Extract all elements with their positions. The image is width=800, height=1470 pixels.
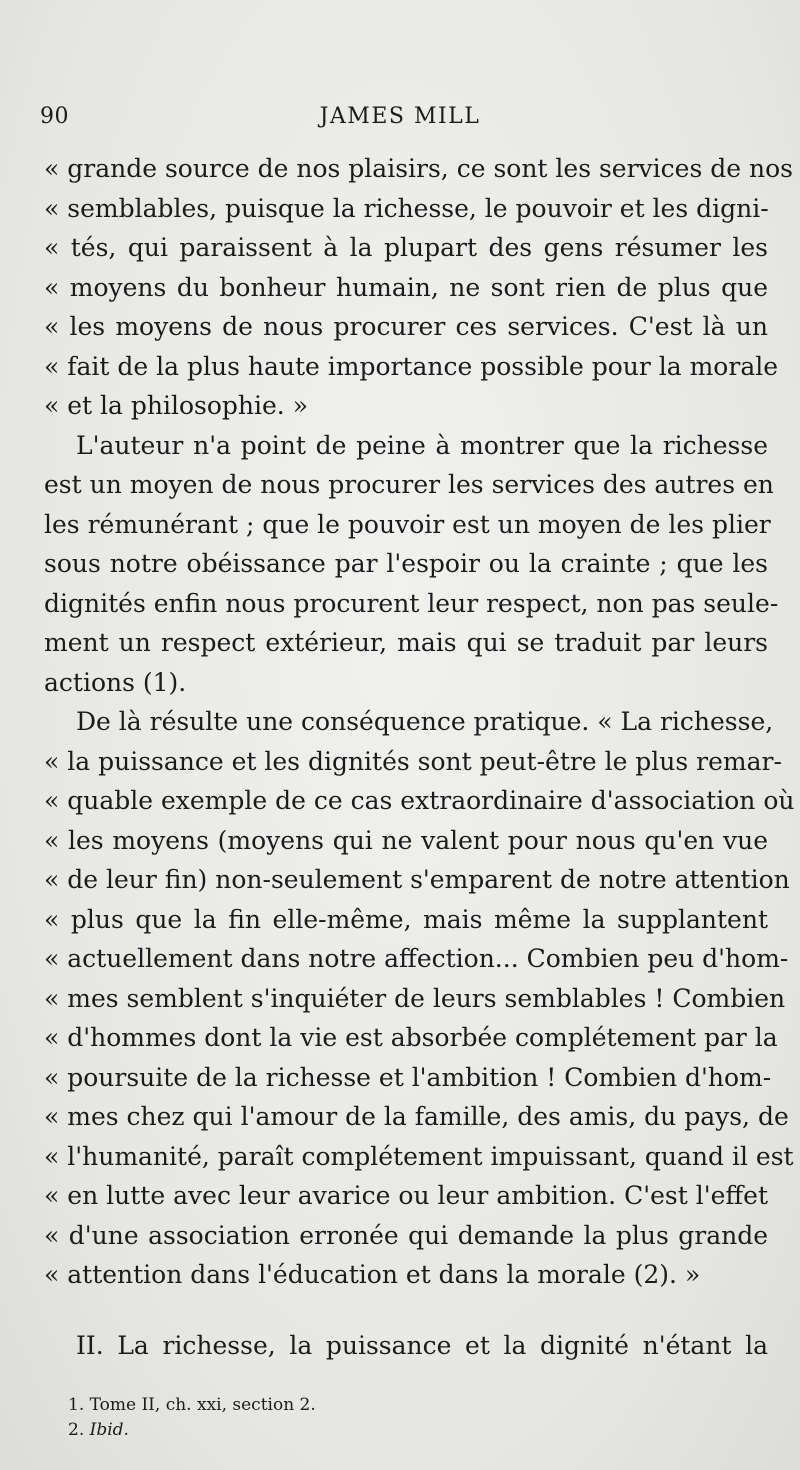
text-line: « semblables, puisque la richesse, le pouvoir et les digni- <box>44 193 769 223</box>
text-line: sous notre obéissance par l'espoir ou la crainte ; que les <box>44 549 768 578</box>
text-line: « d'une association erronée qui demande la plus grande <box>44 1220 768 1250</box>
text-line: « d'hommes dont la vie est absorbée complétement par la <box>44 1023 778 1052</box>
text-line: « mes chez qui l'amour de la famille, des amis, du pays, de <box>44 1102 789 1131</box>
text-line: De là résulte une conséquence pratique. « La richesse, <box>76 707 774 736</box>
footnote: 1. Tome II, ch. xxi, section 2. <box>68 1395 316 1415</box>
text-line: « mes semblent s'inquiéter de leurs semblables ! Combien <box>44 983 786 1013</box>
running-head: JAMES MILL <box>319 104 481 129</box>
text-line: « actuellement dans notre affection... Combien peu d'hom- <box>44 944 789 973</box>
text-line: « et la philosophie. » <box>44 391 308 420</box>
text-line: « en lutte avec leur avarice ou leur ambition. C'est l'effet <box>44 1181 768 1210</box>
text-line: « tés, qui paraissent à la plupart des gens résumer les <box>44 233 768 262</box>
text-line: « la puissance et les dignités sont peut-être le plus remar- <box>44 746 782 776</box>
page-number: 90 <box>40 104 69 129</box>
text-line: « quable exemple de ce cas extraordinaire d'association où <box>44 786 795 815</box>
footnote: 2. Ibid. <box>68 1420 129 1440</box>
text-line: actions (1). <box>44 667 187 697</box>
text-line: « plus que la fin elle-même, mais même la supplantent <box>44 904 768 934</box>
text-line: « fait de la plus haute importance possible pour la morale <box>44 351 779 381</box>
text-line: « attention dans l'éducation et dans la morale (2). » <box>44 1260 701 1289</box>
text-line: les rémunérant ; que le pouvoir est un moyen de les plier <box>44 509 771 539</box>
text-line: « poursuite de la richesse et l'ambition ! Combien d'hom- <box>44 1062 772 1092</box>
text-line: « l'humanité, paraît complétement impuissant, quand il est <box>44 1141 794 1171</box>
text-line: II. La richesse, la puissance et la dignité n'étant la <box>76 1330 768 1360</box>
text-line: « moyens du bonheur humain, ne sont rien de plus que <box>44 272 768 302</box>
text-line: ment un respect extérieur, mais qui se traduit par leurs <box>44 628 768 657</box>
text-line: est un moyen de nous procurer les services des autres en <box>44 470 774 499</box>
text-line: « grande source de nos plaisirs, ce sont les services de nos <box>44 154 793 183</box>
text-line: dignités enfin nous procurent leur respect, non pas seule- <box>44 588 779 618</box>
text-line: L'auteur n'a point de peine à montrer que la richesse <box>76 430 768 460</box>
text-line: « les moyens (moyens qui ne valent pour nous qu'en vue <box>44 825 768 855</box>
text-line: « les moyens de nous procurer ces services. C'est là un <box>44 312 768 341</box>
text-line: « de leur fin) non-seulement s'emparent de notre attention <box>44 865 790 894</box>
